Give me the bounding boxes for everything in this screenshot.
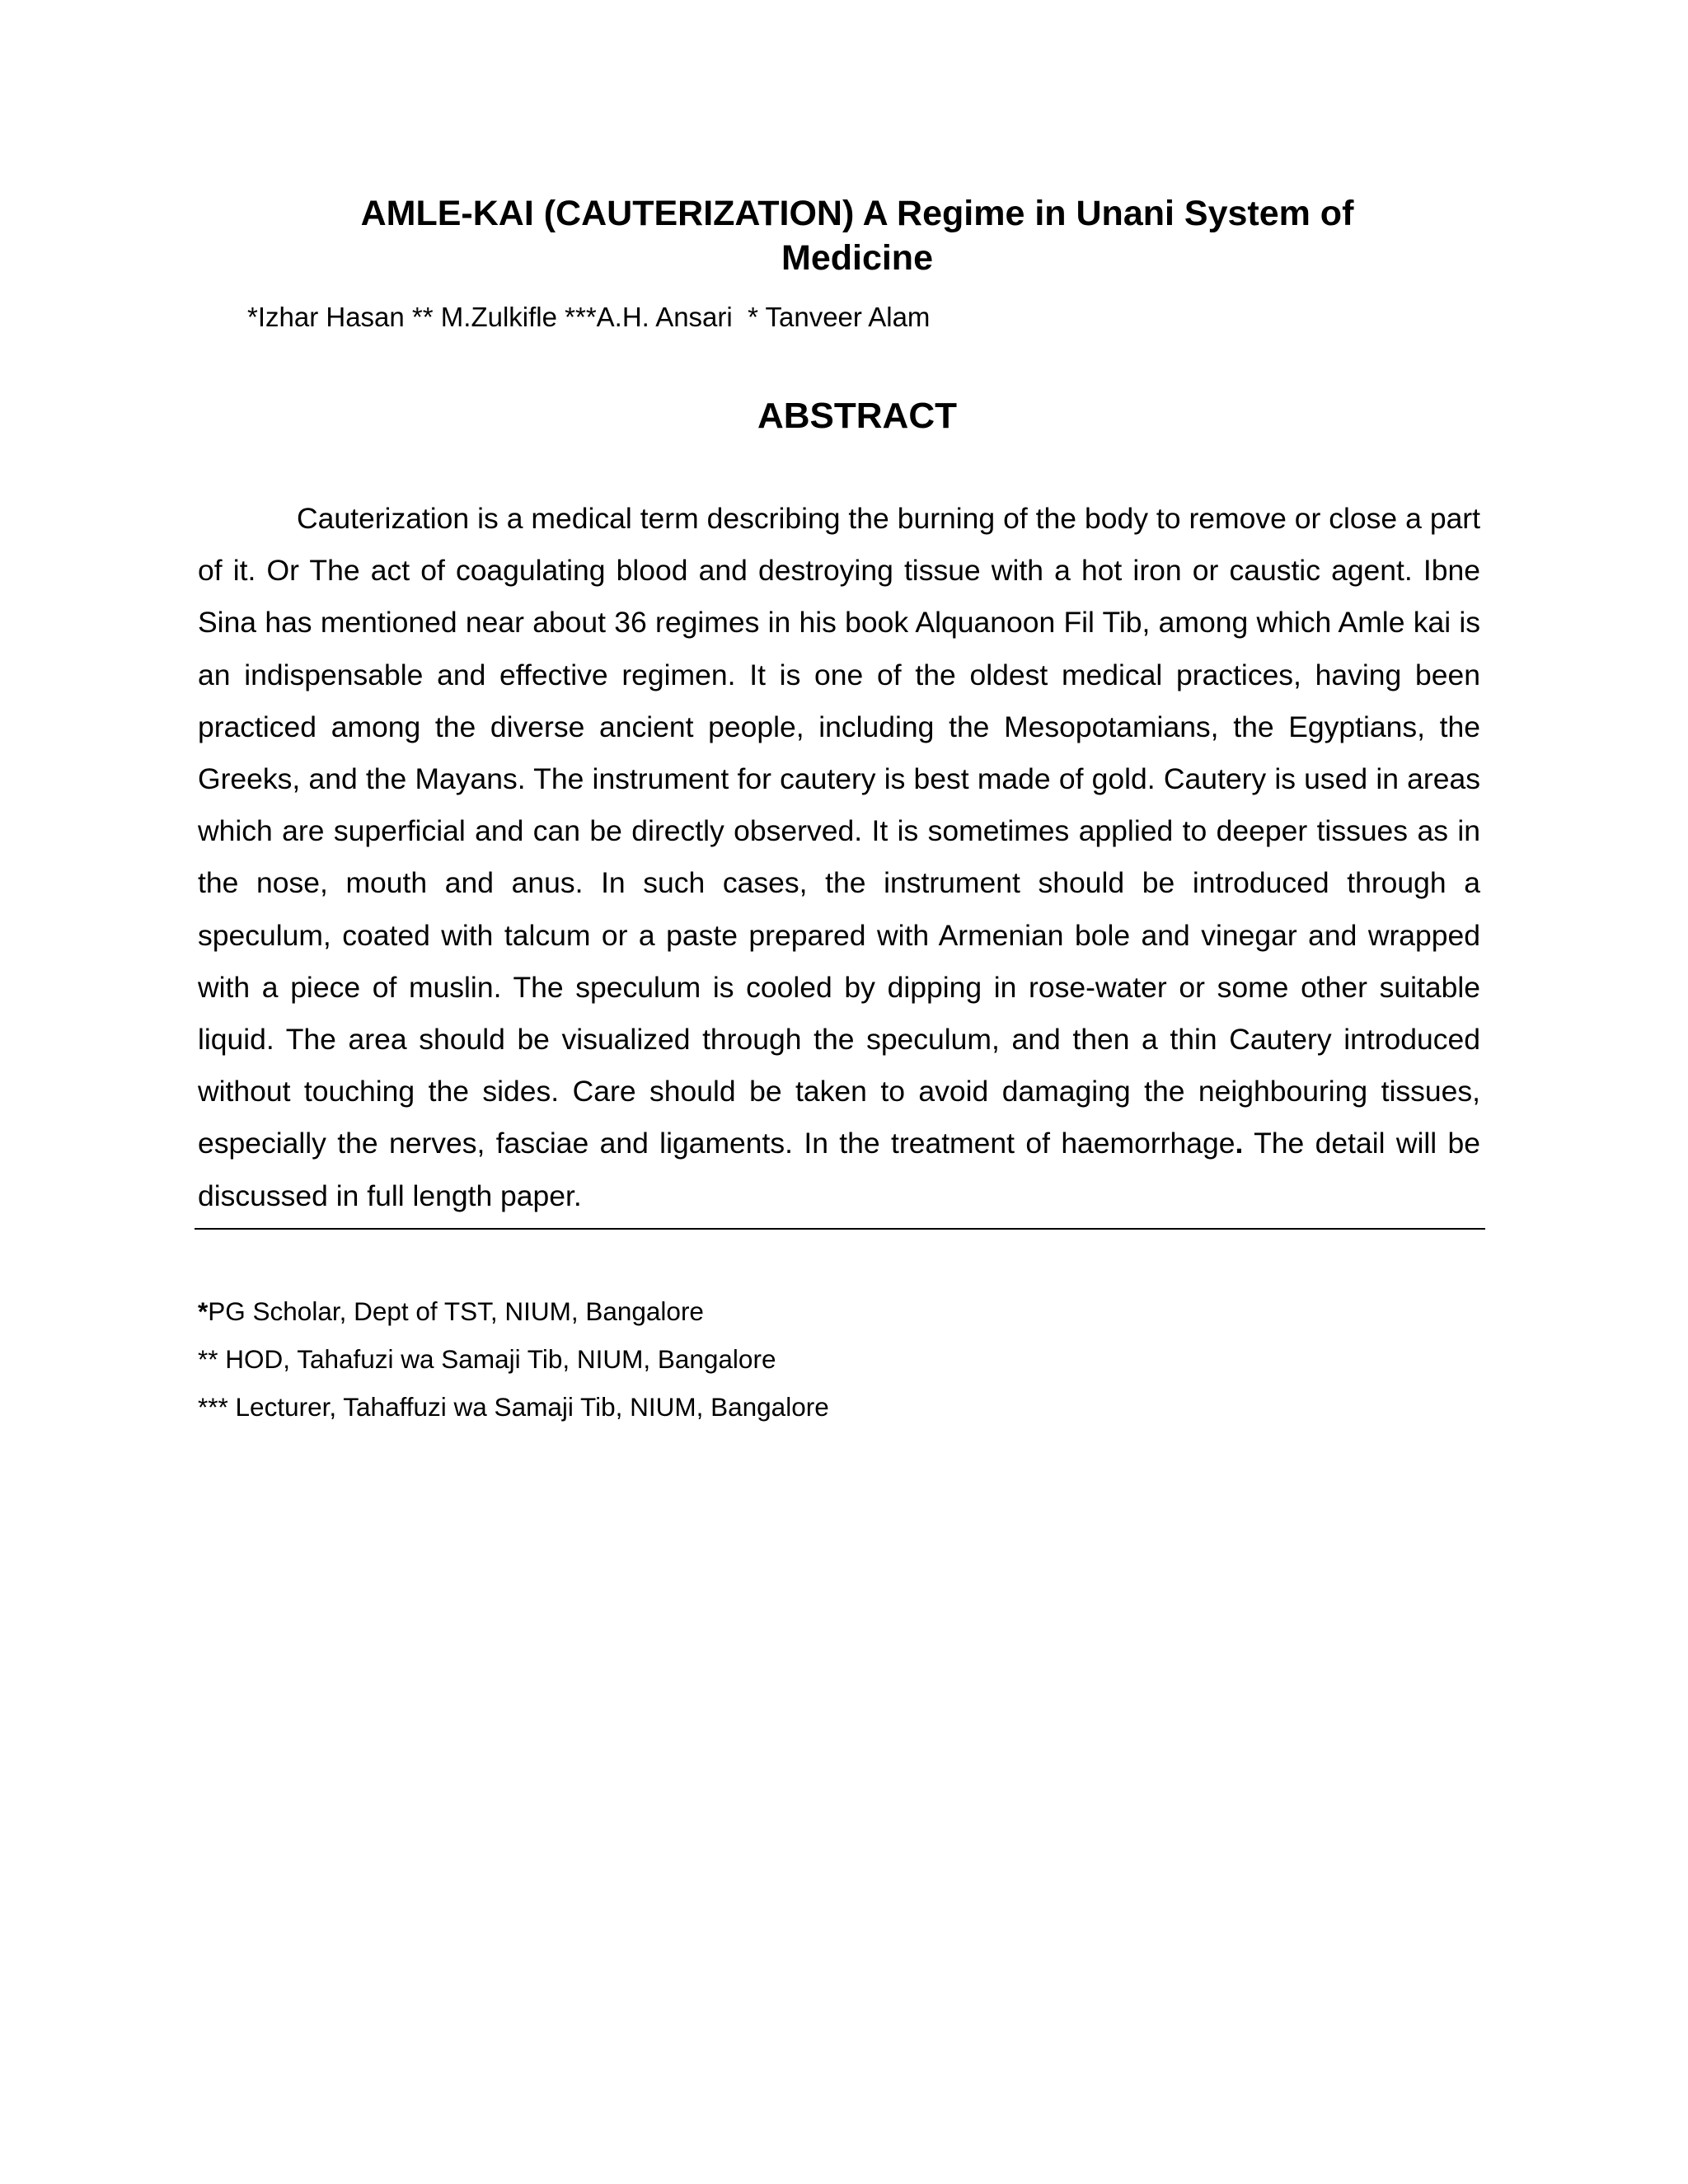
abstract-bold-period: . [1235, 1127, 1244, 1160]
affiliation-item [198, 1335, 829, 1383]
affiliation-text: PG Scholar, Dept of TST, NIUM, Bangalore [208, 1296, 704, 1326]
affiliation-item [198, 1287, 829, 1335]
affiliation-text: ** HOD, Tahafuzi wa Samaji Tib, NIUM, Bangalore [198, 1344, 776, 1374]
section-divider [195, 1228, 1485, 1230]
abstract-text: Cauterization is a medical term describing the burning of the body to remove or close a part of it. Or The act of coagulating blood and destroying tissue with a hot iron or caustic agent. Ibne Sina has mentioned near about 36 regimes in his book Alquanoon Fil Tib, among which Amle kai is an indispensable and effective regimen. It is one of the oldest medical practices, having been practiced among the diverse ancient people, including the Mesopotamians, the Egyptians, the Greeks, and the Mayans. The instrument for cautery is best made of gold. Cautery is used in areas which are superficial and can be directly observed. It is sometimes applied to deeper tissues as in the nose, mouth and anus. In such cases, the instrument should be introduced through a speculum, coated with talcum or a paste prepared with Armenian bole and vinegar and wrapped with a piece of muslin. The speculum is cooled by dipping in rose-water or some other suitable liquid. The area should be visualized through the speculum, and then a thin Cautery introduced without touching the sides. Care should be taken to avoid damaging the neighbouring tissues, especially the nerves, fasciae and ligaments. In the treatment of haemorrhage [198, 502, 1480, 1160]
abstract-closing-text: The detail will be discussed in full length paper. [198, 1127, 1480, 1212]
affiliation-marker: * [198, 1296, 209, 1326]
title-line-1: AMLE-KAI (CAUTERIZATION) A Regime in Unani System of [360, 194, 1354, 233]
title-line-2: Medicine [781, 238, 933, 278]
paper-title [272, 191, 1442, 280]
affiliation-item [198, 1383, 829, 1431]
affiliation-list [198, 1287, 829, 1431]
abstract-heading: ABSTRACT [757, 396, 957, 436]
author-list: *Izhar Hasan ** M.Zulkifle ***A.H. Ansari * Tanveer Alam [247, 302, 931, 332]
affiliation-text: *** Lecturer, Tahaffuzi wa Samaji Tib, NIUM, Bangalore [198, 1392, 829, 1422]
abstract-paragraph [198, 493, 1480, 1222]
